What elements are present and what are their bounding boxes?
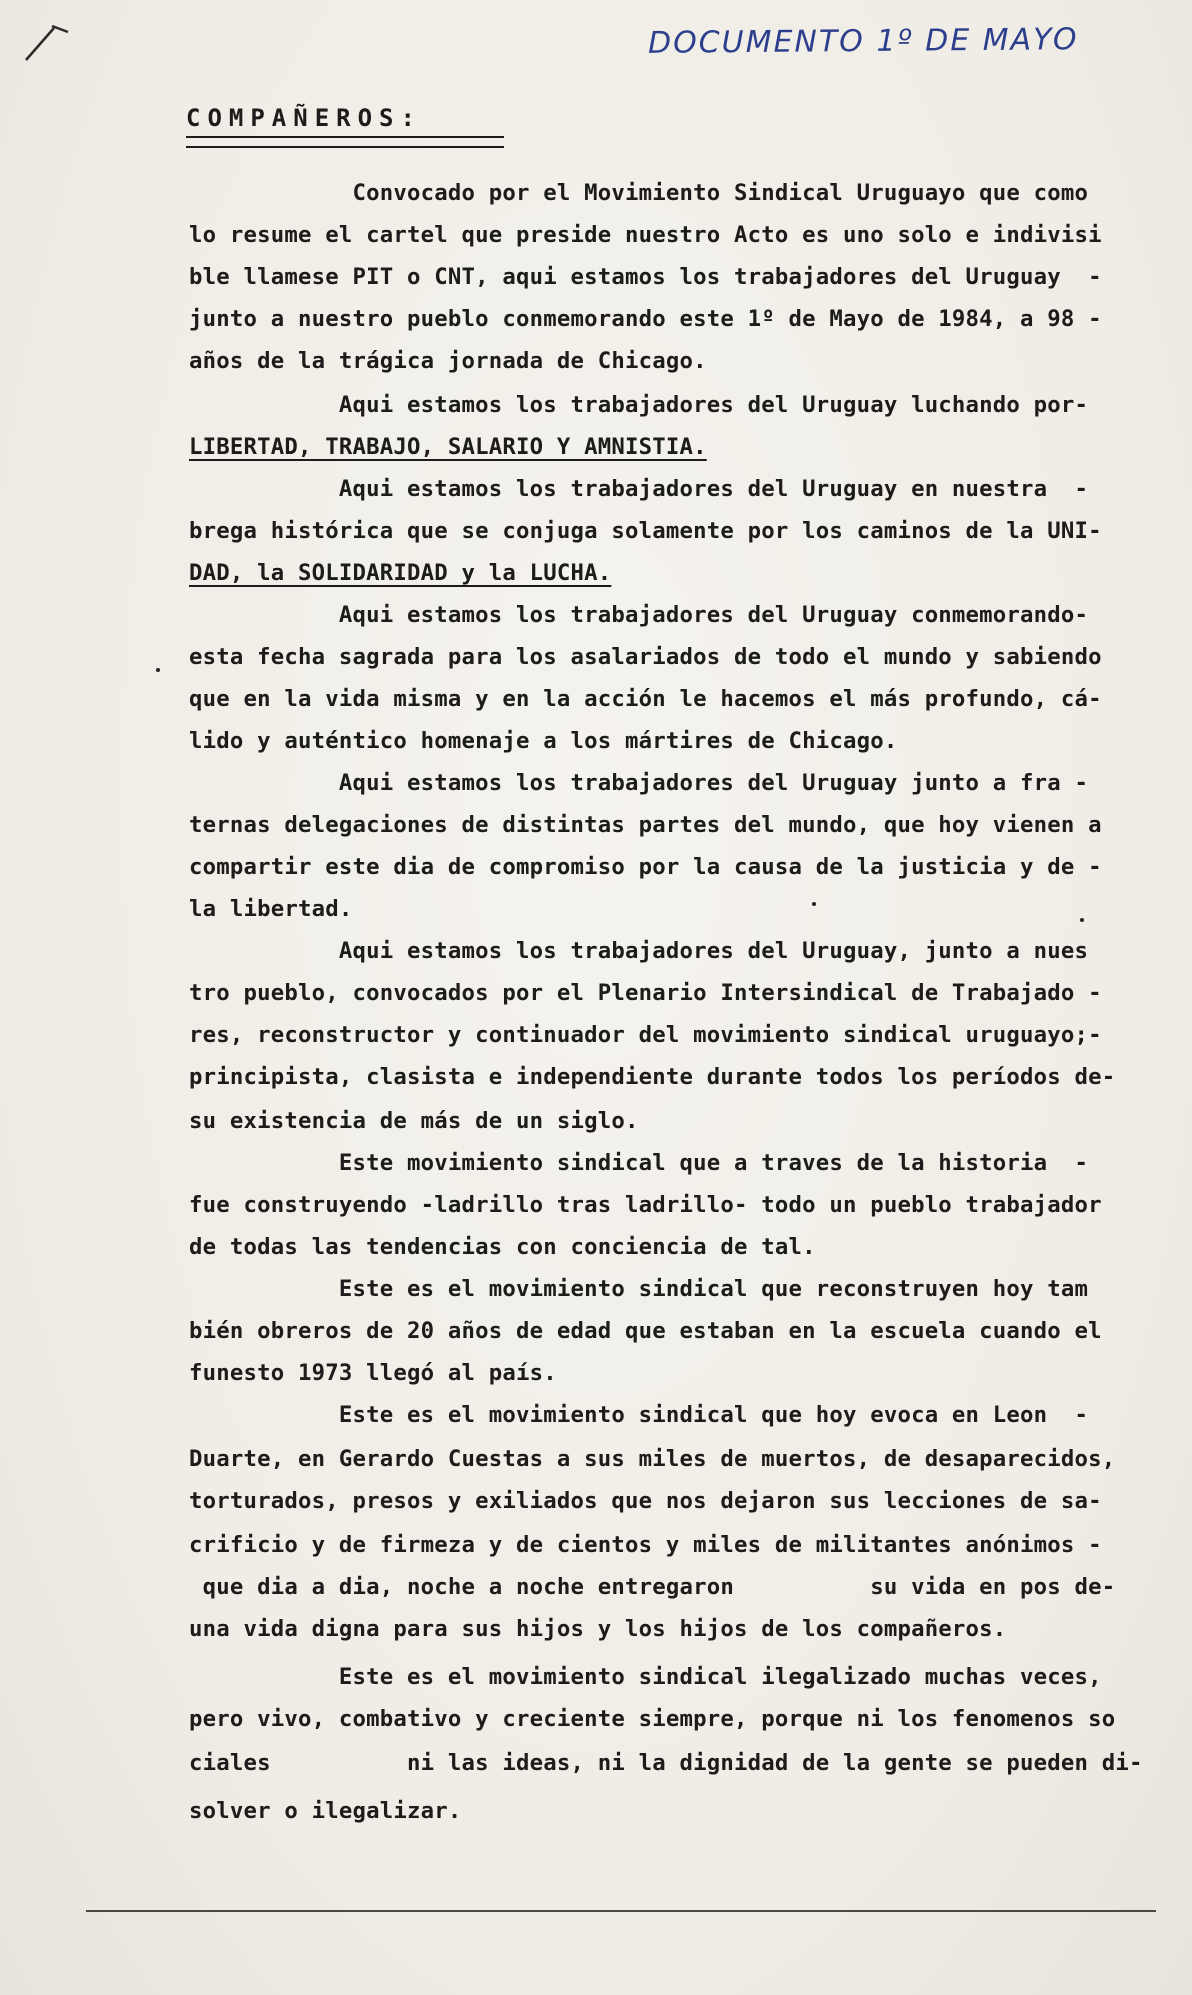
- footer-rule: [86, 1910, 1156, 1912]
- text-line-underlined: DAD, la SOLIDARIDAD y la LUCHA.: [189, 560, 612, 586]
- ink-speck: [156, 668, 160, 672]
- text-line: Aqui estamos los trabajadores del Uruguay, junto a nues: [189, 938, 1089, 964]
- text-line: que en la vida misma y en la acción le hacemos el más profundo, cá-: [189, 686, 1102, 712]
- text-line: pero vivo, combativo y creciente siempre, porque ni los fenomenos so: [189, 1706, 1116, 1732]
- text-line: solver o ilegalizar.: [189, 1798, 462, 1824]
- document-heading: COMPAÑEROS:: [186, 104, 422, 132]
- text-line: lido y auténtico homenaje a los mártires de Chicago.: [189, 728, 898, 754]
- text-line: Este es el movimiento sindical que reconstruyen hoy tam: [189, 1276, 1089, 1302]
- handwritten-note: DOCUMENTO 1º DE MAYO: [647, 22, 1079, 61]
- text-line: esta fecha sagrada para los asalariados de todo el mundo y sabiendo: [189, 644, 1102, 670]
- text-line: principista, clasista e independiente durante todos los períodos de-: [189, 1064, 1116, 1090]
- text-line: funesto 1973 llegó al país.: [189, 1360, 557, 1386]
- text-line: su existencia de más de un siglo.: [189, 1108, 639, 1134]
- text-line: Este movimiento sindical que a traves de la historia -: [189, 1150, 1089, 1176]
- corner-fold-mark: [24, 22, 74, 62]
- text-line: tro pueblo, convocados por el Plenario Intersindical de Trabajado -: [189, 980, 1102, 1006]
- heading-underline: [186, 136, 504, 148]
- text-line: crificio y de firmeza y de cientos y miles de militantes anónimos -: [189, 1532, 1102, 1558]
- text-line: res, reconstructor y continuador del movimiento sindical uruguayo;-: [189, 1022, 1102, 1048]
- text-line: Aqui estamos los trabajadores del Uruguay conmemorando-: [189, 602, 1089, 628]
- text-line: Convocado por el Movimiento Sindical Uruguayo que como: [189, 180, 1089, 206]
- ink-speck: [812, 902, 816, 906]
- text-line: Este es el movimiento sindical ilegalizado muchas veces,: [189, 1664, 1102, 1690]
- text-line: Este es el movimiento sindical que hoy evoca en Leon -: [189, 1402, 1089, 1428]
- text-line: la libertad.: [189, 896, 353, 922]
- text-line: Aqui estamos los trabajadores del Uruguay en nuestra -: [189, 476, 1089, 502]
- text-line: una vida digna para sus hijos y los hijos de los compañeros.: [189, 1616, 1007, 1642]
- text-line: Aqui estamos los trabajadores del Uruguay junto a fra -: [189, 770, 1089, 796]
- text-line: ternas delegaciones de distintas partes del mundo, que hoy vienen a: [189, 812, 1102, 838]
- text-line: ble llamese PIT o CNT, aqui estamos los trabajadores del Uruguay -: [189, 264, 1102, 290]
- text-line: fue construyendo -ladrillo tras ladrillo- todo un pueblo trabajador: [189, 1192, 1102, 1218]
- text-line: bién obreros de 20 años de edad que estaban en la escuela cuando el: [189, 1318, 1102, 1344]
- text-line-underlined: LIBERTAD, TRABAJO, SALARIO Y AMNISTIA.: [189, 434, 707, 460]
- text-line: que dia a dia, noche a noche entregaron su vida en pos de-: [189, 1574, 1116, 1600]
- text-line: lo resume el cartel que preside nuestro Acto es uno solo e indivisi: [189, 222, 1102, 248]
- text-line: compartir este dia de compromiso por la causa de la justicia y de -: [189, 854, 1102, 880]
- text-line: Duarte, en Gerardo Cuestas a sus miles de muertos, de desaparecidos,: [189, 1446, 1116, 1472]
- text-line: torturados, presos y exiliados que nos dejaron sus lecciones de sa-: [189, 1488, 1102, 1514]
- text-line: Aqui estamos los trabajadores del Uruguay luchando por-: [189, 392, 1089, 418]
- text-line: años de la trágica jornada de Chicago.: [189, 348, 707, 374]
- text-line: brega histórica que se conjuga solamente por los caminos de la UNI-: [189, 518, 1102, 544]
- text-line: ciales ni las ideas, ni la dignidad de la gente se pueden di-: [189, 1750, 1143, 1776]
- text-line: de todas las tendencias con conciencia de tal.: [189, 1234, 816, 1260]
- text-line: junto a nuestro pueblo conmemorando este 1º de Mayo de 1984, a 98 -: [189, 306, 1102, 332]
- ink-speck: [1080, 918, 1084, 922]
